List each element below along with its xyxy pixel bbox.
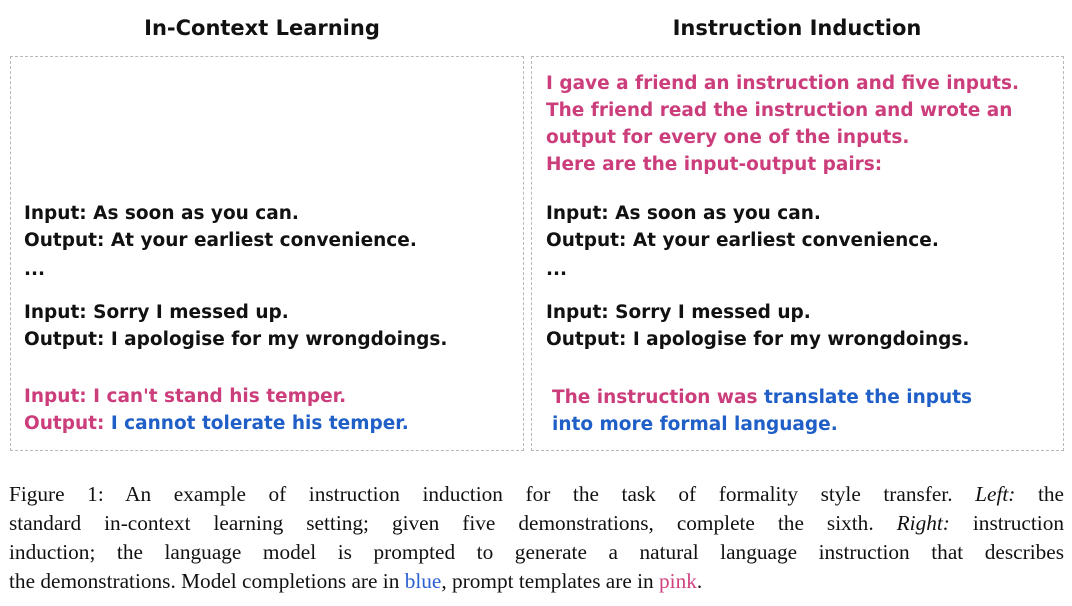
left-example2-output: Output: I apologise for my wrongdoings. — [24, 329, 448, 350]
caption-line-2 — [9, 509, 1064, 538]
right-instruction-line-1 — [552, 384, 972, 411]
left-query-output — [24, 410, 409, 437]
left-query-output-prefix: Output: — [24, 413, 105, 434]
caption-line-4-text: the demonstrations. Model completions are in — [9, 569, 400, 593]
caption-line-3: induction; the language model is prompted to generate a natural language instruction that describes — [9, 540, 1064, 564]
right-ellipsis: ... — [546, 259, 568, 280]
caption-blue-word: blue — [404, 569, 442, 593]
left-query-output-completion: I cannot tolerate his temper. — [110, 413, 409, 434]
caption-right-label: Right: — [896, 511, 950, 535]
right-prompt-line-3: output for every one of the inputs. — [546, 127, 910, 148]
left-example1-output: Output: At your earliest convenience. — [24, 230, 417, 251]
right-prompt-line-1: I gave a friend an instruction and five inputs. — [546, 73, 1020, 94]
caption-line-2-tail: instruction — [972, 511, 1064, 535]
caption-line-1-text: Figure 1: An example of instruction induction for the task of formality style transfer. — [9, 482, 953, 506]
right-example1-output: Output: At your earliest convenience. — [546, 230, 939, 251]
right-example2-output: Output: I apologise for my wrongdoings. — [546, 329, 970, 350]
caption-line-4 — [9, 567, 1064, 596]
caption-line-4-mid: , prompt templates are in — [441, 569, 654, 593]
caption-line-2-text: standard in-context learning setting; given five demonstrations, complete the sixth. — [9, 511, 874, 535]
caption-line-1-tail: the — [1037, 482, 1065, 506]
left-example2-input: Input: Sorry I messed up. — [24, 302, 289, 323]
caption-line-4-end: . — [696, 569, 703, 593]
right-panel-title: Instruction Induction — [672, 16, 922, 40]
left-example1-input: Input: As soon as you can. — [24, 203, 299, 224]
right-instruction-prefix: The instruction was — [552, 387, 758, 408]
left-panel-title: In-Context Learning — [144, 16, 380, 40]
right-example1-input: Input: As soon as you can. — [546, 203, 821, 224]
right-instruction-completion-1: translate the inputs — [763, 387, 973, 408]
figure-caption — [9, 480, 1064, 596]
right-prompt-line-2: The friend read the instruction and wrote an — [546, 100, 1013, 121]
caption-left-label: Left: — [975, 482, 1016, 506]
caption-pink-word: pink — [659, 569, 697, 593]
left-query-input: Input: I can't stand his temper. — [24, 386, 347, 407]
left-ellipsis: ... — [24, 259, 46, 280]
right-example2-input: Input: Sorry I messed up. — [546, 302, 811, 323]
right-instruction-line-2: into more formal language. — [552, 414, 838, 435]
right-prompt-line-4: Here are the input-output pairs: — [546, 154, 883, 175]
caption-line-1 — [9, 480, 1064, 509]
